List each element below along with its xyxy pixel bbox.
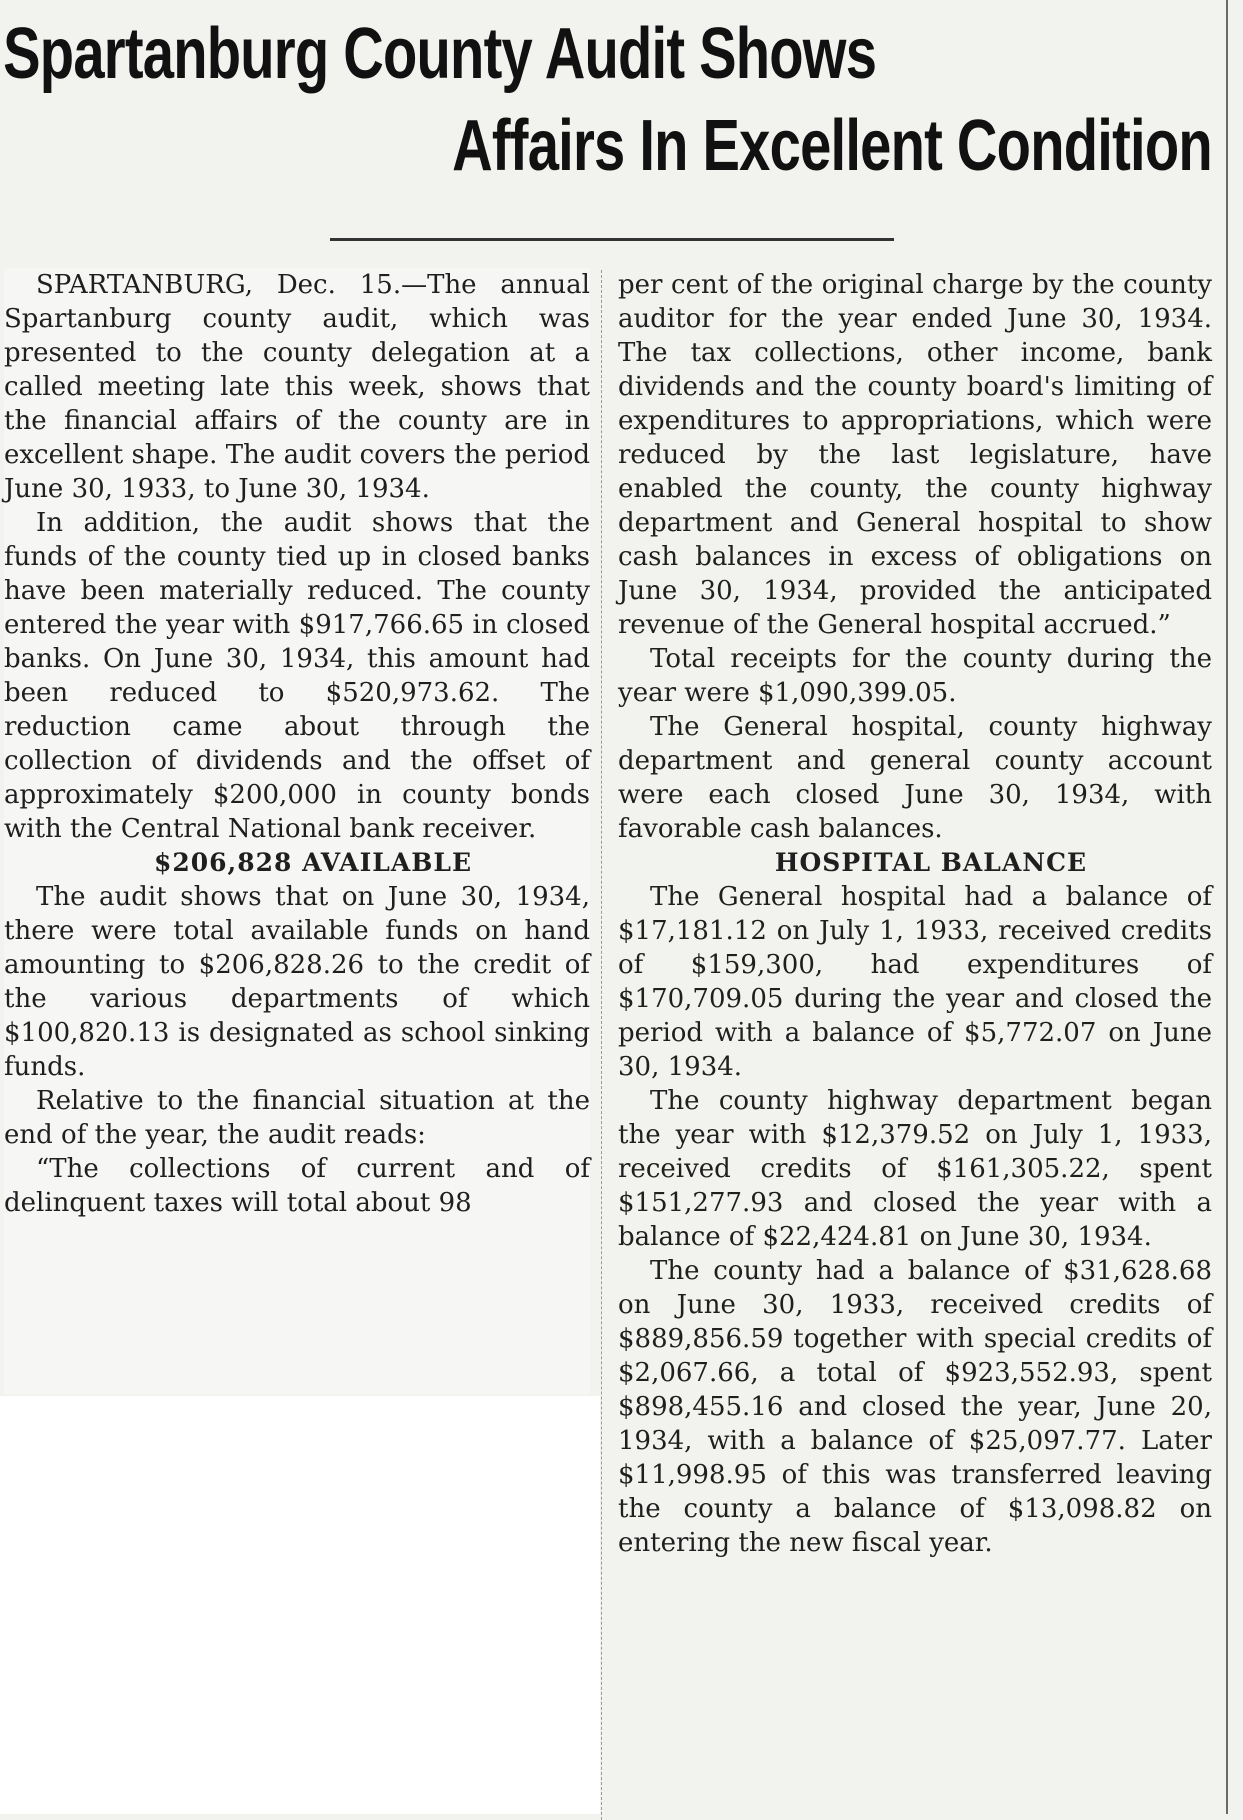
- paragraph: The county had a balance of $31,628.68 on June 30, 1933, received credits of $889,856.59 together with special credits of $2,067.66, a total of $923,552.93, spent $898,455.16 and closed the year, June 20, 1934, with a balance of $25,097.77. Later $11,998.95 of this was transferred leaving the county a balance of $13,098.82 on entering the new fiscal year.: [618, 1256, 1212, 1558]
- paragraph: SPARTANBURG, Dec. 15.—The annual Spartanburg county audit, which was presented to the county delegation at a called meeting late this week, shows that the financial affairs of the county are in excellent shape. The audit covers the period June 30, 1933, to June 30, 1934.: [4, 270, 590, 504]
- blank-margin: [0, 1396, 600, 1814]
- headline-line-2: Affairs In Excellent Condition: [452, 106, 1212, 186]
- article-column-1: [4, 268, 590, 1394]
- right-column-rule: [1226, 0, 1228, 1814]
- subheading-hospital-balance: HOSPITAL BALANCE: [774, 848, 1088, 877]
- column-divider: [601, 270, 602, 1820]
- paragraph: per cent of the original charge by the county auditor for the year ended June 30, 1934. The tax collections, other income, bank dividends and the county board's limiting of expenditures to appropriations, which were reduced by the last legislature, have enabled the county, the county highway department and General hospital to show cash balances in excess of obligations on June 30, 1934, provided the anticipated revenue of the General hospital accrued.”: [618, 270, 1212, 640]
- paragraph: In addition, the audit shows that the funds of the county tied up in closed banks have been materially reduced. The county entered the year with $917,766.65 in closed banks. On June 30, 1934, this amount had been reduced to $520,973.62. The reduction came about through the collection of dividends and the offset of approximately $200,000 in county bonds with the Central National bank receiver.: [4, 508, 590, 844]
- headline-line-1: Spartanburg County Audit Shows: [3, 14, 877, 94]
- headline: [0, 8, 1215, 192]
- headline-rule: [330, 238, 894, 241]
- paragraph: “The collections of current and of delinquent taxes will total about 98: [4, 1154, 590, 1218]
- paragraph: Relative to the financial situation at the end of the year, the audit reads:: [4, 1086, 590, 1150]
- paragraph: The audit shows that on June 30, 1934, there were total available funds on hand amounting to $206,828.26 to the credit of the various departments of which $100,820.13 is designated as school sinking funds.: [4, 882, 590, 1082]
- paragraph: The General hospital had a balance of $17,181.12 on July 1, 1933, received credits of $159,300, had expenditures of $170,709.05 during the year and closed the period with a balance of $5,772.07 on June 30, 1934.: [618, 882, 1212, 1082]
- article-column-2: [618, 268, 1212, 1560]
- paragraph: The county highway department began the year with $12,379.52 on July 1, 1933, received credits of $161,305.22, spent $151,277.93 and closed the year with a balance of $22,424.81 on June 30, 1934.: [618, 1086, 1212, 1252]
- paragraph: Total receipts for the county during the year were $1,090,399.05.: [618, 644, 1212, 708]
- subheading-available: $206,828 AVAILABLE: [153, 848, 473, 877]
- paragraph: The General hospital, county highway department and general county account were each closed June 30, 1934, with favorable cash balances.: [618, 712, 1212, 844]
